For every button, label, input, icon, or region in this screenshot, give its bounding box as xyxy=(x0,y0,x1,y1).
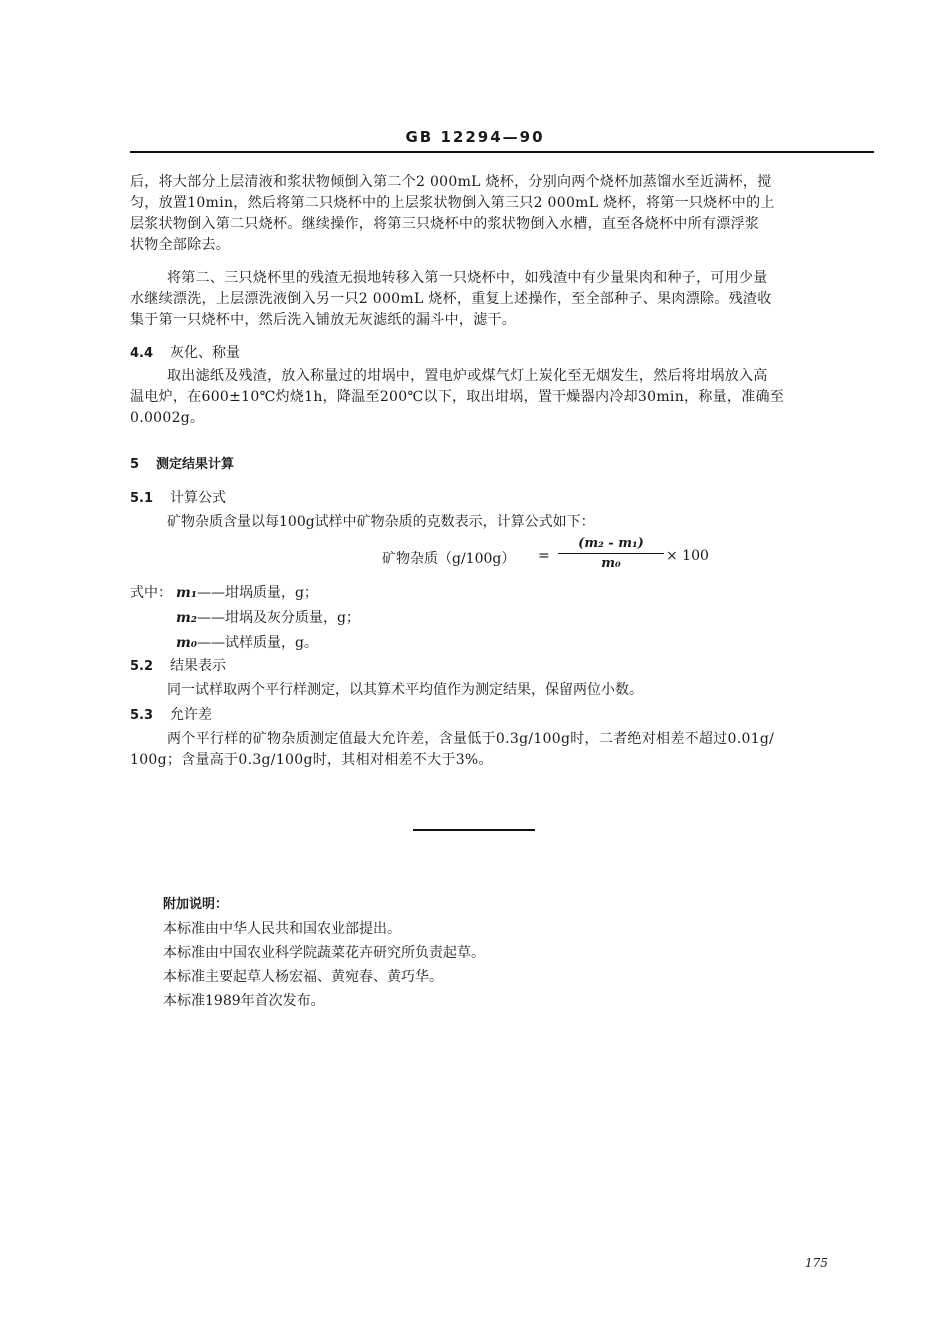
variable-definition xyxy=(176,633,318,654)
section-title: 灰化、称量 xyxy=(170,345,240,361)
notes-line: 本标准1989年首次发布。 xyxy=(163,993,325,1009)
text-line: 温电炉，在600±10℃灼烧1h，降温至200℃以下，取出坩埚，置干燥器内冷却30min，称量，准确至 xyxy=(130,389,785,405)
header-rule xyxy=(130,151,874,153)
text-line: 状物全部除去。 xyxy=(130,237,231,253)
text-line: 水继续漂洗，上层漂洗液倒入另一只2 000mL 烧杯，重复上述操作，至全部种子、果肉漂除。残渣收 xyxy=(130,291,772,307)
section-number: 5 xyxy=(130,457,140,472)
section-heading-4-4 xyxy=(130,343,240,364)
section-title: 计算公式 xyxy=(170,490,226,506)
variable-definition xyxy=(176,608,360,629)
section-title: 结果表示 xyxy=(170,658,226,674)
formula-equals: = xyxy=(538,548,550,564)
standard-code-header: GB 12294—90 xyxy=(405,128,545,146)
section-title: 允许差 xyxy=(170,707,212,723)
paragraph-tolerance xyxy=(130,729,870,771)
variable-symbol: m₂ xyxy=(176,610,197,626)
formula-intro: 矿物杂质含量以每100g试样中矿物杂质的克数表示，计算公式如下： xyxy=(167,514,595,530)
page-number: 175 xyxy=(805,1256,828,1270)
formula-multiplier: × 100 xyxy=(666,548,709,564)
variable-description: ——试样质量，g。 xyxy=(196,635,318,651)
result-expression-text: 同一试样取两个平行样测定，以其算术平均值作为测定结果，保留两位小数。 xyxy=(167,682,643,698)
notes-line: 本标准主要起草人杨宏福、黄宛春、黄巧华。 xyxy=(163,969,443,985)
variable-description: ——坩埚及灰分质量，g； xyxy=(196,610,360,626)
text-line: 两个平行样的矿物杂质测定值最大允许差，含量低于0.3g/100g时，二者绝对相差不超过0.01g/ xyxy=(167,731,775,747)
text-line: 集于第一只烧杯中，然后洗入铺放无灰滤纸的漏斗中，滤干。 xyxy=(130,312,517,328)
section-number: 5.3 xyxy=(130,708,154,723)
formula-lhs: 矿物杂质（g/100g） xyxy=(382,551,516,567)
text-line: 0.0002g。 xyxy=(130,410,205,426)
where-label: 式中： xyxy=(130,585,172,601)
formula-fraction xyxy=(558,536,664,571)
section-heading-5-3 xyxy=(130,705,212,726)
text-line: 层浆状物倒入第二只烧杯。继续操作，将第三只烧杯中的浆状物倒入水槽，直至各烧杯中所有漂浮浆 xyxy=(130,216,760,232)
notes-line: 本标准由中国农业科学院蔬菜花卉研究所负责起草。 xyxy=(163,945,485,961)
formula-numerator: (m₂ - m₁) xyxy=(578,536,644,551)
notes-title: 附加说明： xyxy=(163,897,229,912)
section-title: 测定结果计算 xyxy=(156,457,235,472)
section-heading-5-2 xyxy=(130,656,226,677)
paragraph-transfer xyxy=(130,268,870,331)
paragraph-rinsing xyxy=(130,172,870,256)
section-heading-5 xyxy=(130,454,234,475)
paragraph-ashing xyxy=(130,366,870,429)
section-heading-5-1 xyxy=(130,488,226,509)
fraction-bar xyxy=(558,553,664,554)
section-number: 4.4 xyxy=(130,346,154,361)
variable-definition xyxy=(176,583,318,604)
formula-denominator: m₀ xyxy=(601,556,621,571)
variable-description: ——坩埚质量，g； xyxy=(196,585,318,601)
text-line: 取出滤纸及残渣，放入称量过的坩埚中，置电炉或煤气灯上炭化至无烟发生，然后将坩埚放入高 xyxy=(167,368,768,384)
text-line: 后，将大部分上层清液和浆状物倾倒入第二个2 000mL 烧杯，分别向两个烧杯加蒸馏水至近满杯，搅 xyxy=(130,174,772,190)
text-line: 匀，放置10min，然后将第二只烧杯中的上层浆状物倒入第三只2 000mL 烧杯，将第一只烧杯中的上 xyxy=(130,195,775,211)
additional-notes xyxy=(163,893,485,1013)
section-number: 5.1 xyxy=(130,491,154,506)
end-of-standard-rule xyxy=(413,829,535,831)
text-line: 将第二、三只烧杯里的残渣无损地转移入第一只烧杯中，如残渣中有少量果肉和种子，可用少量 xyxy=(167,270,768,286)
section-number: 5.2 xyxy=(130,659,154,674)
variable-symbol: m₁ xyxy=(176,585,197,601)
text-line: 100g；含量高于0.3g/100g时，其相对相差不大于3%。 xyxy=(130,752,493,768)
notes-line: 本标准由中华人民共和国农业部提出。 xyxy=(163,921,401,937)
variable-symbol: m₀ xyxy=(176,635,197,651)
